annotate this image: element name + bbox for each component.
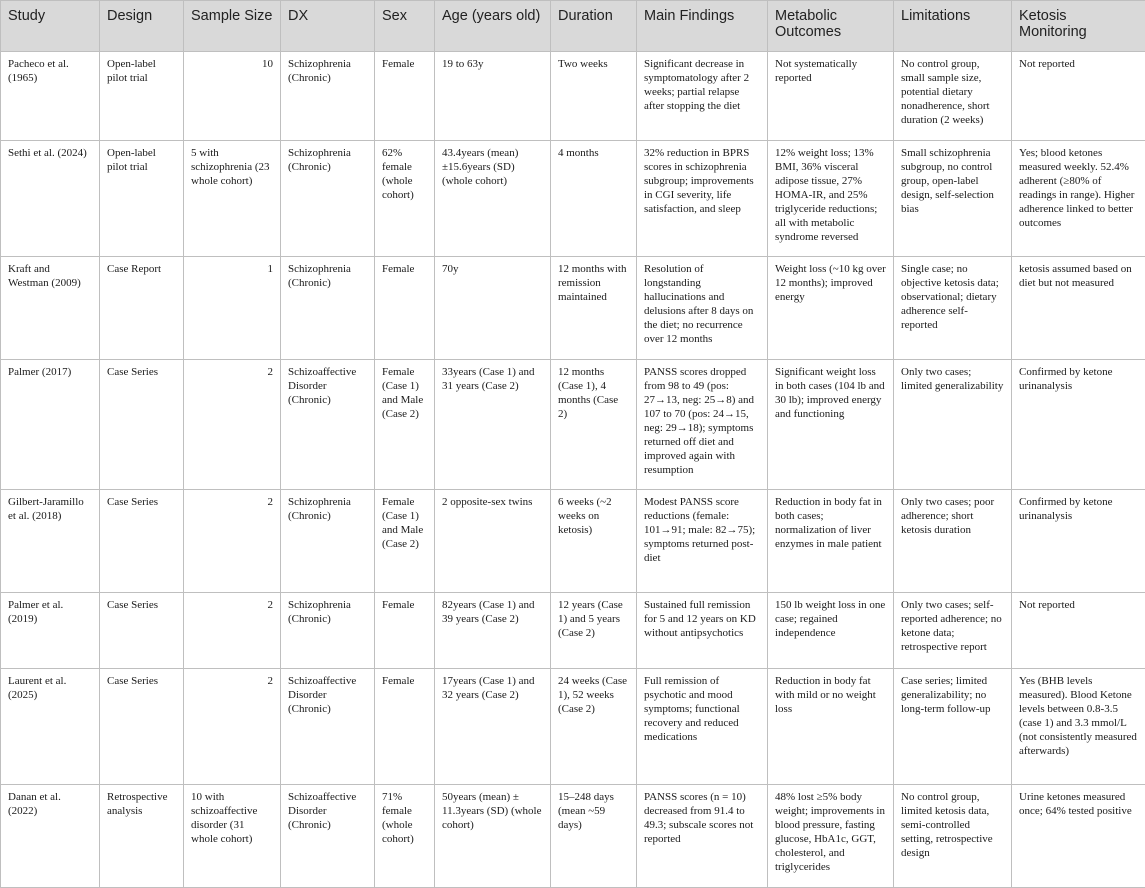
cell-sex: 62% female (whole cohort): [375, 141, 435, 257]
table-row: [1, 490, 1145, 593]
cell-design: Open-label pilot trial: [100, 52, 184, 141]
table-row: [1, 257, 1145, 360]
cell-limitations: Only two cases; limited generalizability: [894, 360, 1012, 490]
cell-main-findings: PANSS scores (n = 10) decreased from 91.4 to 49.3; subscale scores not reported: [637, 785, 768, 888]
cell-main-findings: Significant decrease in symptomatology after 2 weeks; partial relapse after stopping the diet: [637, 52, 768, 141]
cell-limitations: No control group, limited ketosis data, semi-controlled setting, retrospective design: [894, 785, 1012, 888]
cell-dx: Schizoaffective Disorder (Chronic): [281, 669, 375, 785]
table-row: [1, 593, 1145, 669]
header-row: [1, 1, 1145, 52]
cell-study: Kraft and Westman (2009): [1, 257, 100, 360]
cell-age: 19 to 63y: [435, 52, 551, 141]
cell-design: Case Series: [100, 490, 184, 593]
cell-ketosis-monitoring: Confirmed by ketone urinanalysis: [1012, 490, 1145, 593]
cell-limitations: Only two cases; poor adherence; short ketosis duration: [894, 490, 1012, 593]
cell-ketosis-monitoring: Not reported: [1012, 593, 1145, 669]
cell-dx: Schizophrenia (Chronic): [281, 257, 375, 360]
header-study: Study: [1, 1, 100, 52]
cell-dx: Schizophrenia (Chronic): [281, 52, 375, 141]
cell-metabolic-outcomes: Significant weight loss in both cases (104 lb and 30 lb); improved energy and functioning: [768, 360, 894, 490]
cell-ketosis-monitoring: Confirmed by ketone urinanalysis: [1012, 360, 1145, 490]
cell-sex: Female: [375, 669, 435, 785]
header-dx: DX: [281, 1, 375, 52]
header-metabolic-outcomes: Metabolic Outcomes: [768, 1, 894, 52]
cell-duration: 15–248 days (mean ~59 days): [551, 785, 637, 888]
cell-sex: 71% female (whole cohort): [375, 785, 435, 888]
cell-limitations: Small schizophrenia subgroup, no control group, open-label design, self-selection bias: [894, 141, 1012, 257]
cell-sex: Female: [375, 593, 435, 669]
cell-metabolic-outcomes: 150 lb weight loss in one case; regained independence: [768, 593, 894, 669]
cell-ketosis-monitoring: Not reported: [1012, 52, 1145, 141]
cell-age: 70y: [435, 257, 551, 360]
header-limitations: Limitations: [894, 1, 1012, 52]
cell-sex: Female: [375, 52, 435, 141]
cell-ketosis-monitoring: Urine ketones measured once; 64% tested positive: [1012, 785, 1145, 888]
cell-dx: Schizophrenia (Chronic): [281, 593, 375, 669]
table-row: [1, 785, 1145, 888]
cell-age: 2 opposite-sex twins: [435, 490, 551, 593]
cell-design: Case Series: [100, 669, 184, 785]
cell-sex: Female (Case 1) and Male (Case 2): [375, 360, 435, 490]
cell-limitations: Only two cases; self-reported adherence; no ketone data; retrospective report: [894, 593, 1012, 669]
cell-main-findings: Sustained full remission for 5 and 12 years on KD without antipsychotics: [637, 593, 768, 669]
cell-age: 33years (Case 1) and 31 years (Case 2): [435, 360, 551, 490]
cell-sample-size: 10: [184, 52, 281, 141]
table-row: [1, 360, 1145, 490]
cell-age: 50years (mean) ± 11.3years (SD) (whole cohort): [435, 785, 551, 888]
cell-sample-size: 2: [184, 360, 281, 490]
cell-sample-size: 1: [184, 257, 281, 360]
cell-main-findings: Modest PANSS score reductions (female: 101→91; male: 82→75); symptoms returned post-diet: [637, 490, 768, 593]
cell-main-findings: 32% reduction in BPRS scores in schizophrenia subgroup; improvements in CGI severity, life satisfaction, and sleep: [637, 141, 768, 257]
table-row: [1, 141, 1145, 257]
cell-metabolic-outcomes: Reduction in body fat with mild or no weight loss: [768, 669, 894, 785]
cell-dx: Schizoaffective Disorder (Chronic): [281, 785, 375, 888]
cell-metabolic-outcomes: 48% lost ≥5% body weight; improvements in blood pressure, fasting glucose, HbA1c, GGT, cholesterol, and triglycerides: [768, 785, 894, 888]
cell-duration: 12 months with remission maintained: [551, 257, 637, 360]
cell-dx: Schizoaffective Disorder (Chronic): [281, 360, 375, 490]
cell-main-findings: Resolution of longstanding hallucinations and delusions after 8 days on the diet; no recurrence over 12 months: [637, 257, 768, 360]
cell-duration: 6 weeks (~2 weeks on ketosis): [551, 490, 637, 593]
cell-age: 17years (Case 1) and 32 years (Case 2): [435, 669, 551, 785]
cell-duration: Two weeks: [551, 52, 637, 141]
cell-design: Case Series: [100, 360, 184, 490]
cell-dx: Schizophrenia (Chronic): [281, 141, 375, 257]
cell-study: Gilbert-Jaramillo et al. (2018): [1, 490, 100, 593]
header-main-findings: Main Findings: [637, 1, 768, 52]
cell-metabolic-outcomes: Reduction in body fat in both cases; normalization of liver enzymes in male patient: [768, 490, 894, 593]
cell-age: 82years (Case 1) and 39 years (Case 2): [435, 593, 551, 669]
cell-study: Danan et al. (2022): [1, 785, 100, 888]
cell-sample-size: 10 with schizoaffective disorder (31 whole cohort): [184, 785, 281, 888]
table-row: [1, 669, 1145, 785]
cell-design: Retrospective analysis: [100, 785, 184, 888]
header-sample-size: Sample Size: [184, 1, 281, 52]
cell-design: Case Series: [100, 593, 184, 669]
header-ketosis-monitoring: Ketosis Monitoring: [1012, 1, 1145, 52]
cell-study: Laurent et al. (2025): [1, 669, 100, 785]
cell-sample-size: 2: [184, 593, 281, 669]
cell-age: 43.4years (mean) ±15.6years (SD) (whole cohort): [435, 141, 551, 257]
cell-study: Sethi et al. (2024): [1, 141, 100, 257]
header-sex: Sex: [375, 1, 435, 52]
header-age: Age (years old): [435, 1, 551, 52]
table-row: [1, 52, 1145, 141]
cell-dx: Schizophrenia (Chronic): [281, 490, 375, 593]
cell-metabolic-outcomes: Not systematically reported: [768, 52, 894, 141]
cell-metabolic-outcomes: 12% weight loss; 13% BMI, 36% visceral adipose tissue, 27% HOMA-IR, and 25% triglyceride reductions; all with metabolic syndrome reversed: [768, 141, 894, 257]
cell-sex: Female (Case 1) and Male (Case 2): [375, 490, 435, 593]
cell-duration: 24 weeks (Case 1), 52 weeks (Case 2): [551, 669, 637, 785]
cell-limitations: No control group, small sample size, potential dietary nonadherence, short duration (2 weeks): [894, 52, 1012, 141]
cell-metabolic-outcomes: Weight loss (~10 kg over 12 months); improved energy: [768, 257, 894, 360]
cell-study: Palmer et al. (2019): [1, 593, 100, 669]
header-design: Design: [100, 1, 184, 52]
cell-duration: 12 months (Case 1), 4 months (Case 2): [551, 360, 637, 490]
cell-sample-size: 5 with schizophrenia (23 whole cohort): [184, 141, 281, 257]
cell-main-findings: Full remission of psychotic and mood symptoms; functional recovery and reduced medications: [637, 669, 768, 785]
cell-sample-size: 2: [184, 490, 281, 593]
cell-limitations: Case series; limited generalizability; no long-term follow-up: [894, 669, 1012, 785]
cell-ketosis-monitoring: Yes; blood ketones measured weekly. 52.4% adherent (≥80% of readings in range). Higher adherence linked to better outcomes: [1012, 141, 1145, 257]
cell-main-findings: PANSS scores dropped from 98 to 49 (pos: 27→13, neg: 25→8) and 107 to 70 (pos: 24→15, neg: 29→18); symptoms returned off diet and improved again with resumption: [637, 360, 768, 490]
cell-limitations: Single case; no objective ketosis data; observational; dietary adherence self-reported: [894, 257, 1012, 360]
cell-study: Pacheco et al. (1965): [1, 52, 100, 141]
cell-design: Open-label pilot trial: [100, 141, 184, 257]
header-duration: Duration: [551, 1, 637, 52]
cell-sample-size: 2: [184, 669, 281, 785]
cell-duration: 12 years (Case 1) and 5 years (Case 2): [551, 593, 637, 669]
cell-ketosis-monitoring: ketosis assumed based on diet but not measured: [1012, 257, 1145, 360]
cell-sex: Female: [375, 257, 435, 360]
cell-duration: 4 months: [551, 141, 637, 257]
cell-design: Case Report: [100, 257, 184, 360]
cell-study: Palmer (2017): [1, 360, 100, 490]
cell-ketosis-monitoring: Yes (BHB levels measured). Blood Ketone levels between 0.8-3.5 (case 1) and 3.3 mmol/L (not consistently measured afterwards): [1012, 669, 1145, 785]
